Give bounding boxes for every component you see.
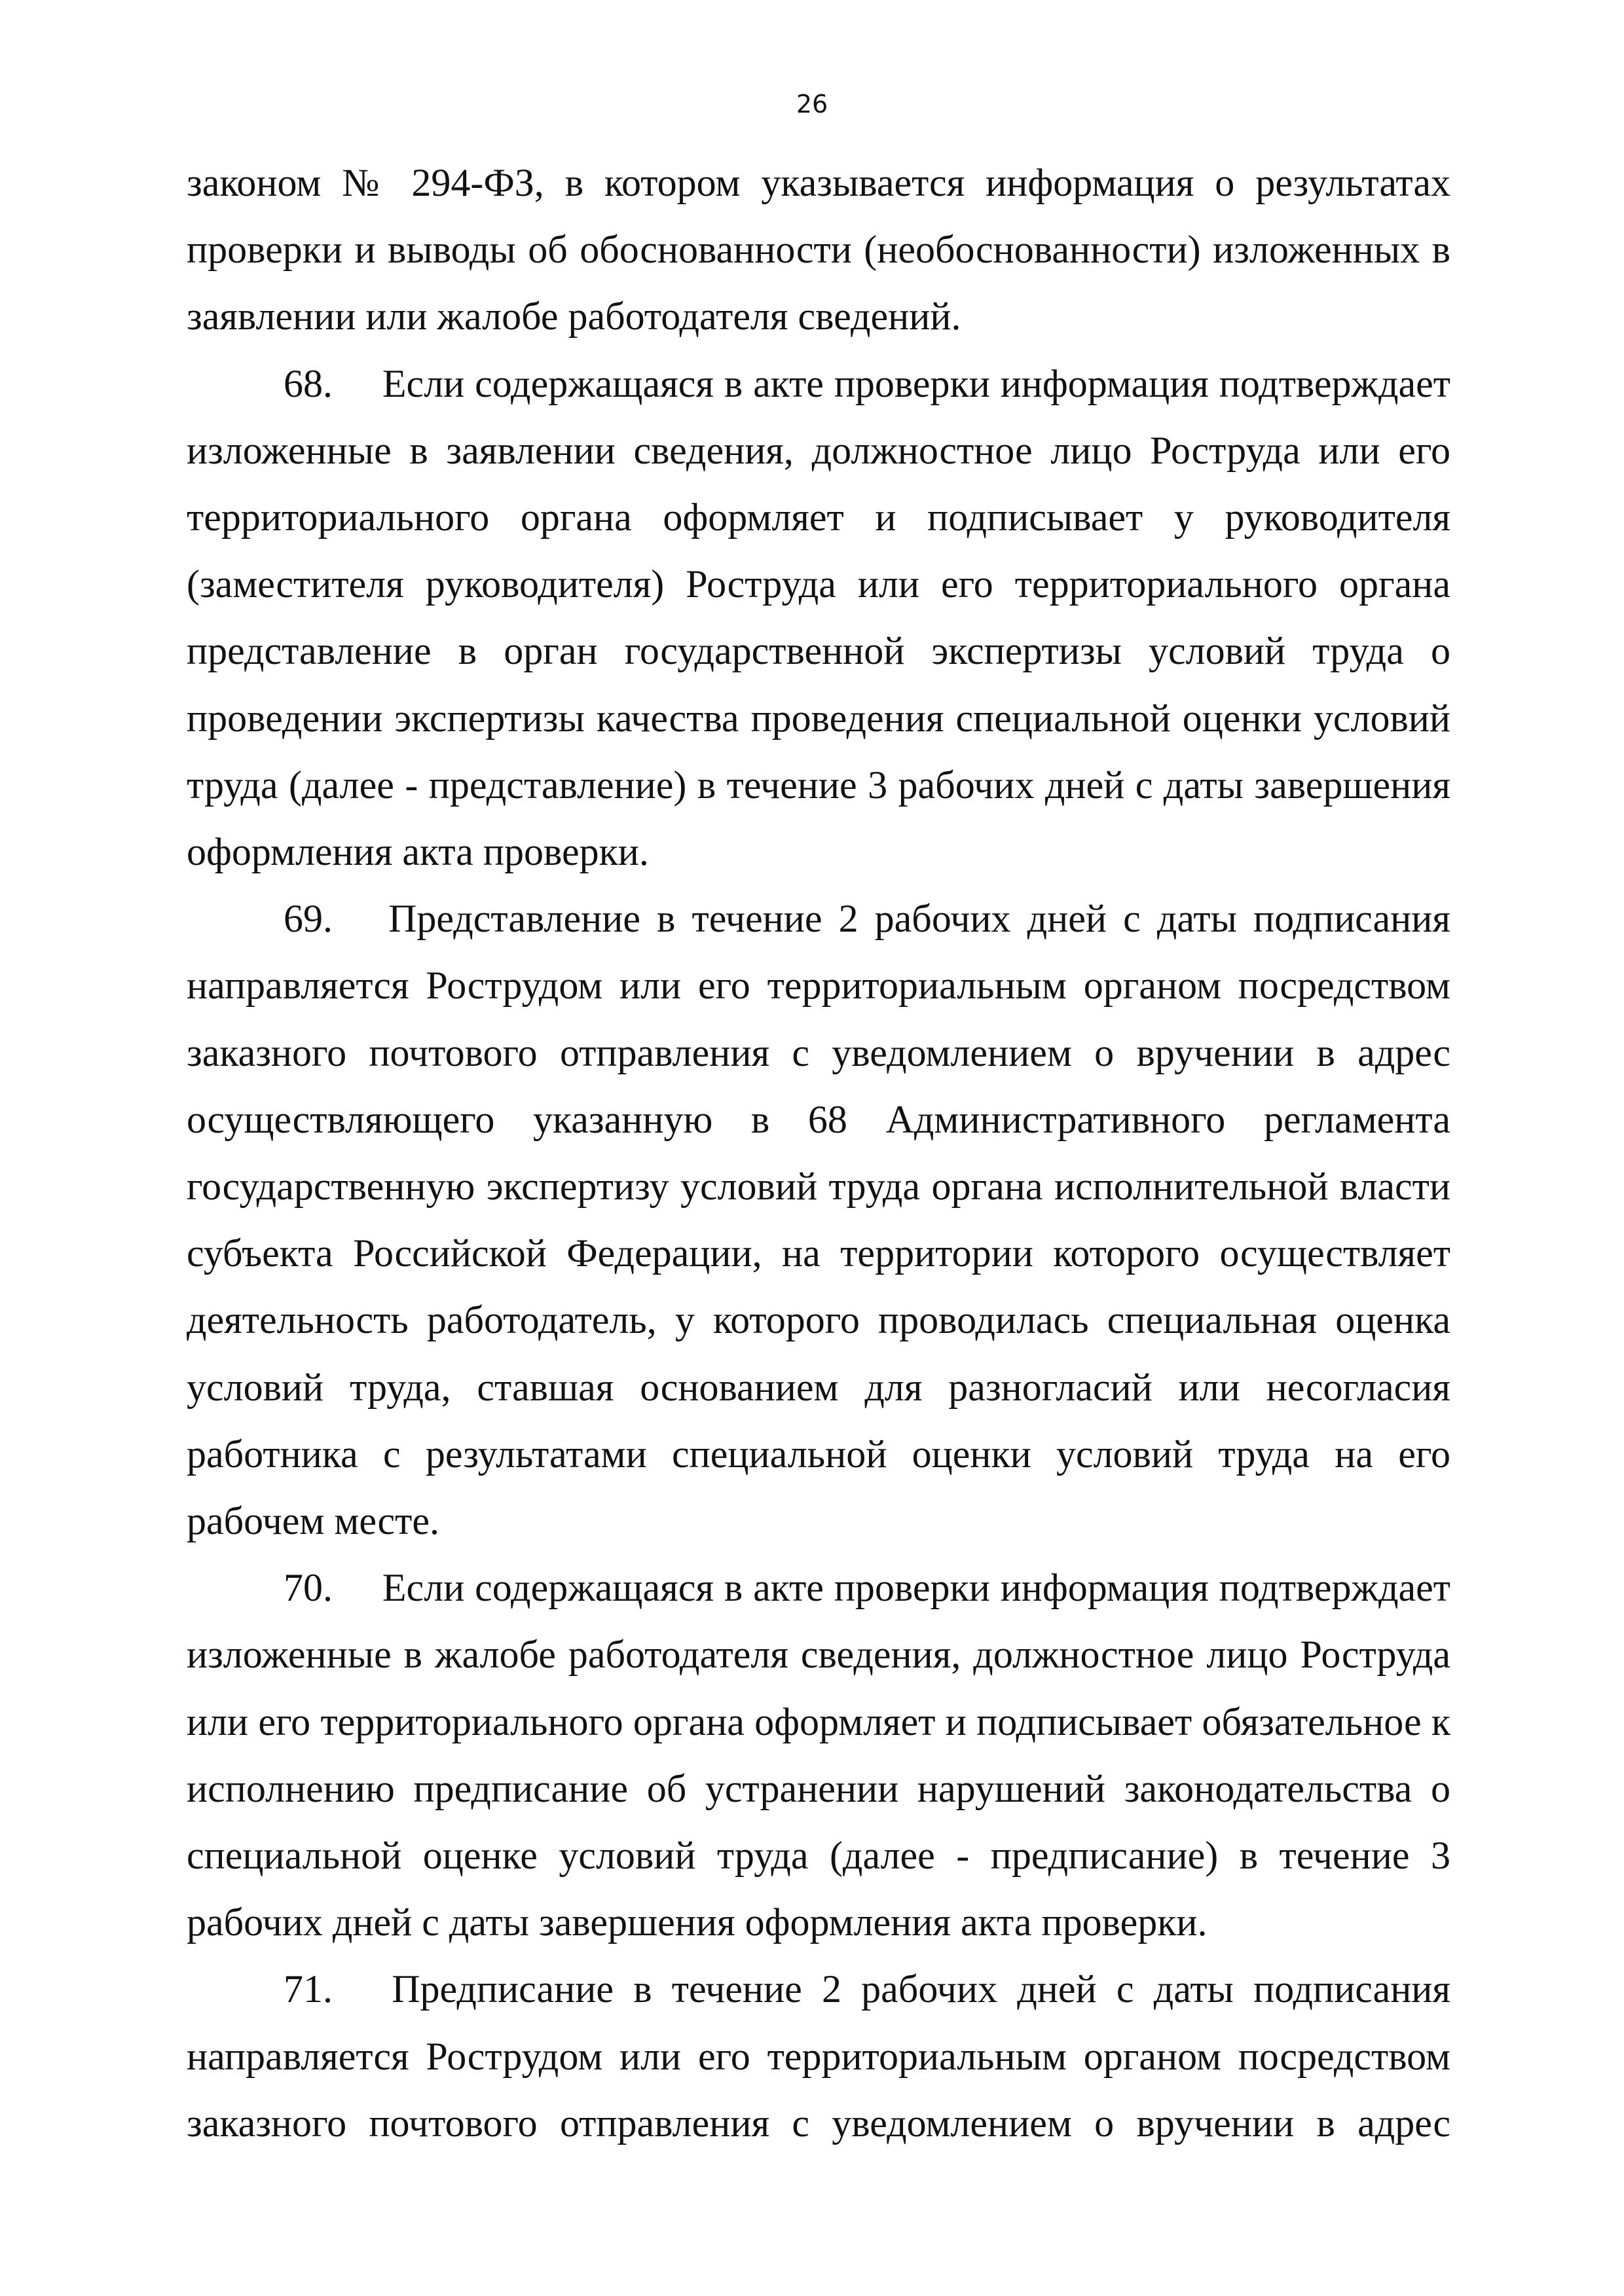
paragraph-text: Если содержащаяся в акте проверки информация подтверждает изложенные в жалобе работодателя сведения, должностное лицо Роструда или его территориального органа оформляет и подписывает обязательное к исполнению предписание об устранении нарушений законодательства о специальной оценке условий труда (далее - предписание) в течение 3 рабочих дней с даты завершения оформления акта проверки. bbox=[187, 1566, 1451, 1944]
paragraph-71 bbox=[187, 1956, 1450, 2157]
paragraph-69 bbox=[187, 885, 1450, 1554]
paragraph-text: Предписание в течение 2 рабочих дней с даты подписания направляется Рострудом или его территориальным органом посредством заказного почтового отправления с уведомлением о вручении в адрес bbox=[187, 1967, 1451, 2145]
paragraph-continuation bbox=[187, 149, 1450, 350]
paragraph-text: Если содержащаяся в акте проверки информация подтверждает изложенные в заявлении сведения, должностное лицо Роструда или его территориального органа оформляет и подписывает у руководителя (заместителя руководителя) Роструда или его территориального органа представление в орган государственной экспертизы условий труда о проведении экспертизы качества проведения специальной оценки условий труда (далее - представление) в течение 3 рабочих дней с даты завершения оформления акта проверки. bbox=[187, 361, 1451, 874]
page-number: 26 bbox=[796, 90, 828, 118]
paragraph-number: 71. bbox=[284, 1967, 392, 2011]
paragraph-number: 69. bbox=[284, 897, 389, 941]
paragraph-70 bbox=[187, 1554, 1450, 1956]
paragraph-text: Представление в течение 2 рабочих дней с даты подписания направляется Рострудом или его территориальным органом посредством заказного почтового отправления с уведомлением о вручении в адрес осуществляющего указанную в 68 Административного регламента государственную экспертизу условий труда органа исполнительной власти субъекта Российской Федерации, на территории которого осуществляет деятельность работодатель, у которого проводилась специальная оценка условий труда, ставшая основанием для разногласий или несогласия работника с результатами специальной оценки условий труда на его рабочем месте. bbox=[187, 897, 1450, 1543]
paragraph-number: 70. bbox=[284, 1566, 382, 1610]
paragraph-text: законом № 294-ФЗ, в котором указывается информация о результатах проверки и выводы об обоснованности (необоснованности) изложенных в заявлении или жалобе работодателя сведений. bbox=[187, 161, 1450, 338]
paragraph-number: 68. bbox=[284, 361, 382, 405]
document-body bbox=[187, 149, 1450, 2157]
paragraph-68 bbox=[187, 350, 1450, 886]
